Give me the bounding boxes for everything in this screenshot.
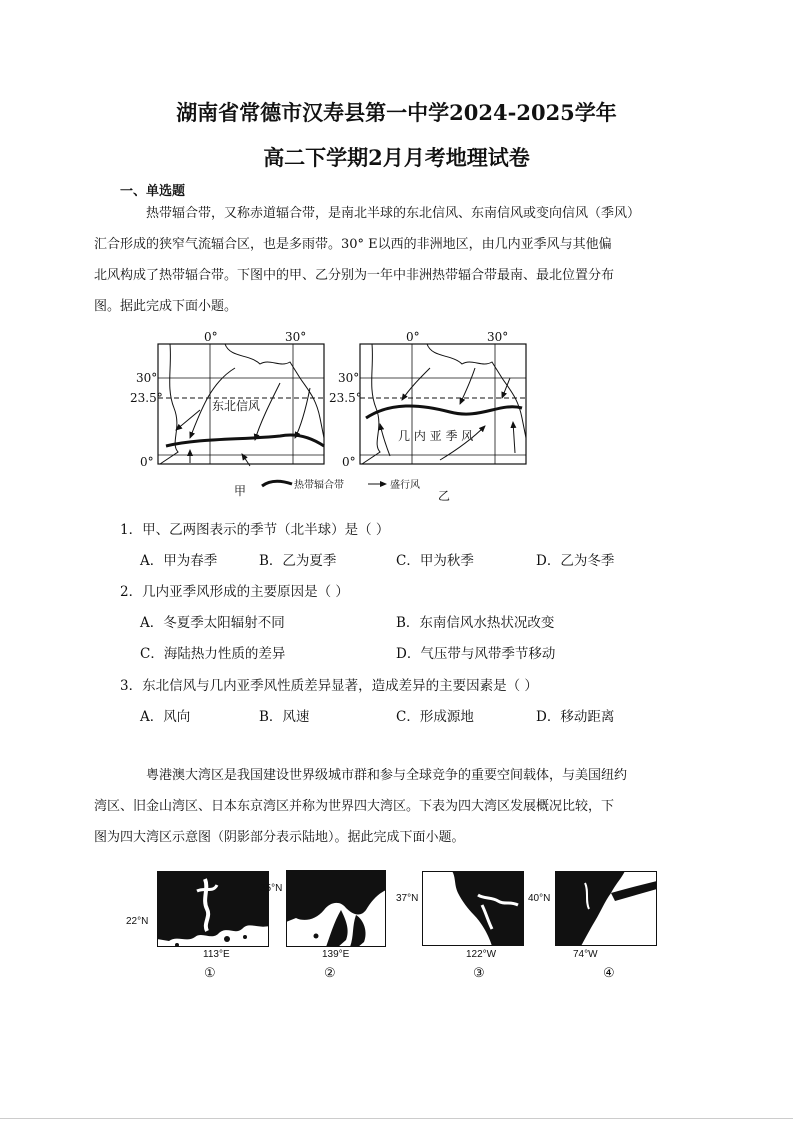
bay-map-1-lon: 113°E — [203, 949, 230, 960]
lon-label: 30° — [487, 330, 509, 344]
legend-wind-label: 盛行风 — [390, 480, 420, 491]
question-3-option[interactable]: A．风向 — [140, 709, 191, 725]
question-2-stem: 2．几内亚季风形成的主要原因是（ ） — [120, 584, 349, 600]
exam-title-line2: 高二下学期2月月考地理试卷 — [263, 145, 530, 170]
legend-itcz-symbol — [262, 481, 292, 486]
question-1-stem: 1．甲、乙两图表示的季节（北半球）是（ ） — [120, 522, 390, 538]
lat-label: 23.5° — [329, 391, 362, 405]
itcz-maps-figure — [130, 328, 550, 506]
map-yi — [329, 330, 526, 469]
bay-map-4-number: ④ — [603, 966, 615, 981]
map-yi-wind-label: 几 内 亚 季 风 — [398, 429, 474, 443]
lon-label: 0° — [406, 330, 420, 344]
passage-2 — [94, 760, 680, 853]
section-heading: 一、单选题 — [120, 184, 186, 199]
passage-1-line: 热带辐合带，又称赤道辐合带，是南北半球的东北信风、东南信风或变向信风（季风） — [146, 206, 641, 221]
bay-map-3-number: ③ — [473, 966, 485, 981]
bay-map-2-lon: 139°E — [322, 949, 350, 960]
question-1-option[interactable]: B．乙为夏季 — [259, 553, 337, 569]
lat-label: 0° — [140, 455, 154, 469]
question-2-option[interactable]: C．海陆热力性质的差异 — [140, 646, 286, 662]
passage-2-line: 图为四大湾区示意图（阴影部分表示陆地）。据此完成下面小题。 — [94, 830, 465, 845]
bay-map-1-lat: 22°N — [126, 916, 149, 927]
bay-map-3 — [422, 871, 524, 946]
passage-2-line: 湾区、旧金山湾区、日本东京湾区并称为世界四大湾区。下表为四大湾区发展概况比较，下 — [94, 799, 615, 814]
lon-label: 0° — [204, 330, 218, 344]
question-1-option[interactable]: A．甲为春季 — [140, 553, 218, 569]
legend-itcz-label: 热带辐合带 — [294, 480, 344, 491]
exam-title-line1: 湖南省常德市汉寿县第一中学2024-2025学年 — [176, 100, 617, 125]
question-1-option[interactable]: C．甲为秋季 — [396, 553, 474, 569]
bay-map-2-lat: 35°N — [260, 883, 283, 894]
lat-label: 30° — [136, 371, 158, 385]
question-3-option[interactable]: D．移动距离 — [536, 709, 615, 725]
bay-map-4-lat: 40°N — [528, 893, 551, 904]
question-2-option[interactable]: A．冬夏季太阳辐射不同 — [140, 615, 285, 631]
question-3-option[interactable]: C．形成源地 — [396, 709, 474, 725]
question-3-stem: 3．东北信风与几内亚季风性质差异显著，造成差异的主要因素是（ ） — [120, 678, 538, 694]
question-1-option[interactable]: D．乙为冬季 — [536, 553, 615, 569]
bay-map-3-lat: 37°N — [396, 893, 419, 904]
map-yi-name: 乙 — [438, 489, 451, 503]
bay-map-2 — [286, 870, 386, 947]
question-2-option[interactable]: B．东南信风水热状况改变 — [396, 615, 555, 631]
map-jia — [130, 330, 324, 469]
bay-map-1 — [157, 871, 269, 947]
question-3-option[interactable]: B．风速 — [259, 709, 310, 725]
map-jia-wind-label: 东北信风 — [212, 399, 261, 413]
bay-map-1-number: ① — [204, 966, 216, 981]
bay-map-4 — [555, 871, 657, 946]
passage-1-line: 图。据此完成下面小题。 — [94, 299, 238, 314]
passage-1-line: 汇合形成的狭窄气流辐合区，也是多雨带。30° E以西的非洲地区，由几内亚季风与其他偏 — [94, 237, 612, 252]
lat-label: 30° — [338, 371, 360, 385]
lat-label: 0° — [342, 455, 356, 469]
page-bottom-rule — [0, 1118, 793, 1119]
bay-map-3-lon: 122°W — [466, 949, 497, 960]
bay-map-4-lon: 74°W — [573, 949, 598, 960]
lon-label: 30° — [285, 330, 307, 344]
lat-label: 23.5° — [130, 391, 163, 405]
passage-2-line: 粤港澳大湾区是我国建设世界级城市群和参与全球竞争的重要空间载体，与美国纽约 — [146, 768, 628, 783]
passage-1-line: 北风构成了热带辐合带。下图中的甲、乙分别为一年中非洲热带辐合带最南、最北位置分布 — [94, 268, 615, 283]
bay-map-2-number: ② — [324, 966, 336, 981]
map-jia-name: 甲 — [234, 484, 247, 498]
question-2-option[interactable]: D．气压带与风带季节移动 — [396, 646, 556, 662]
passage-1 — [94, 198, 680, 322]
